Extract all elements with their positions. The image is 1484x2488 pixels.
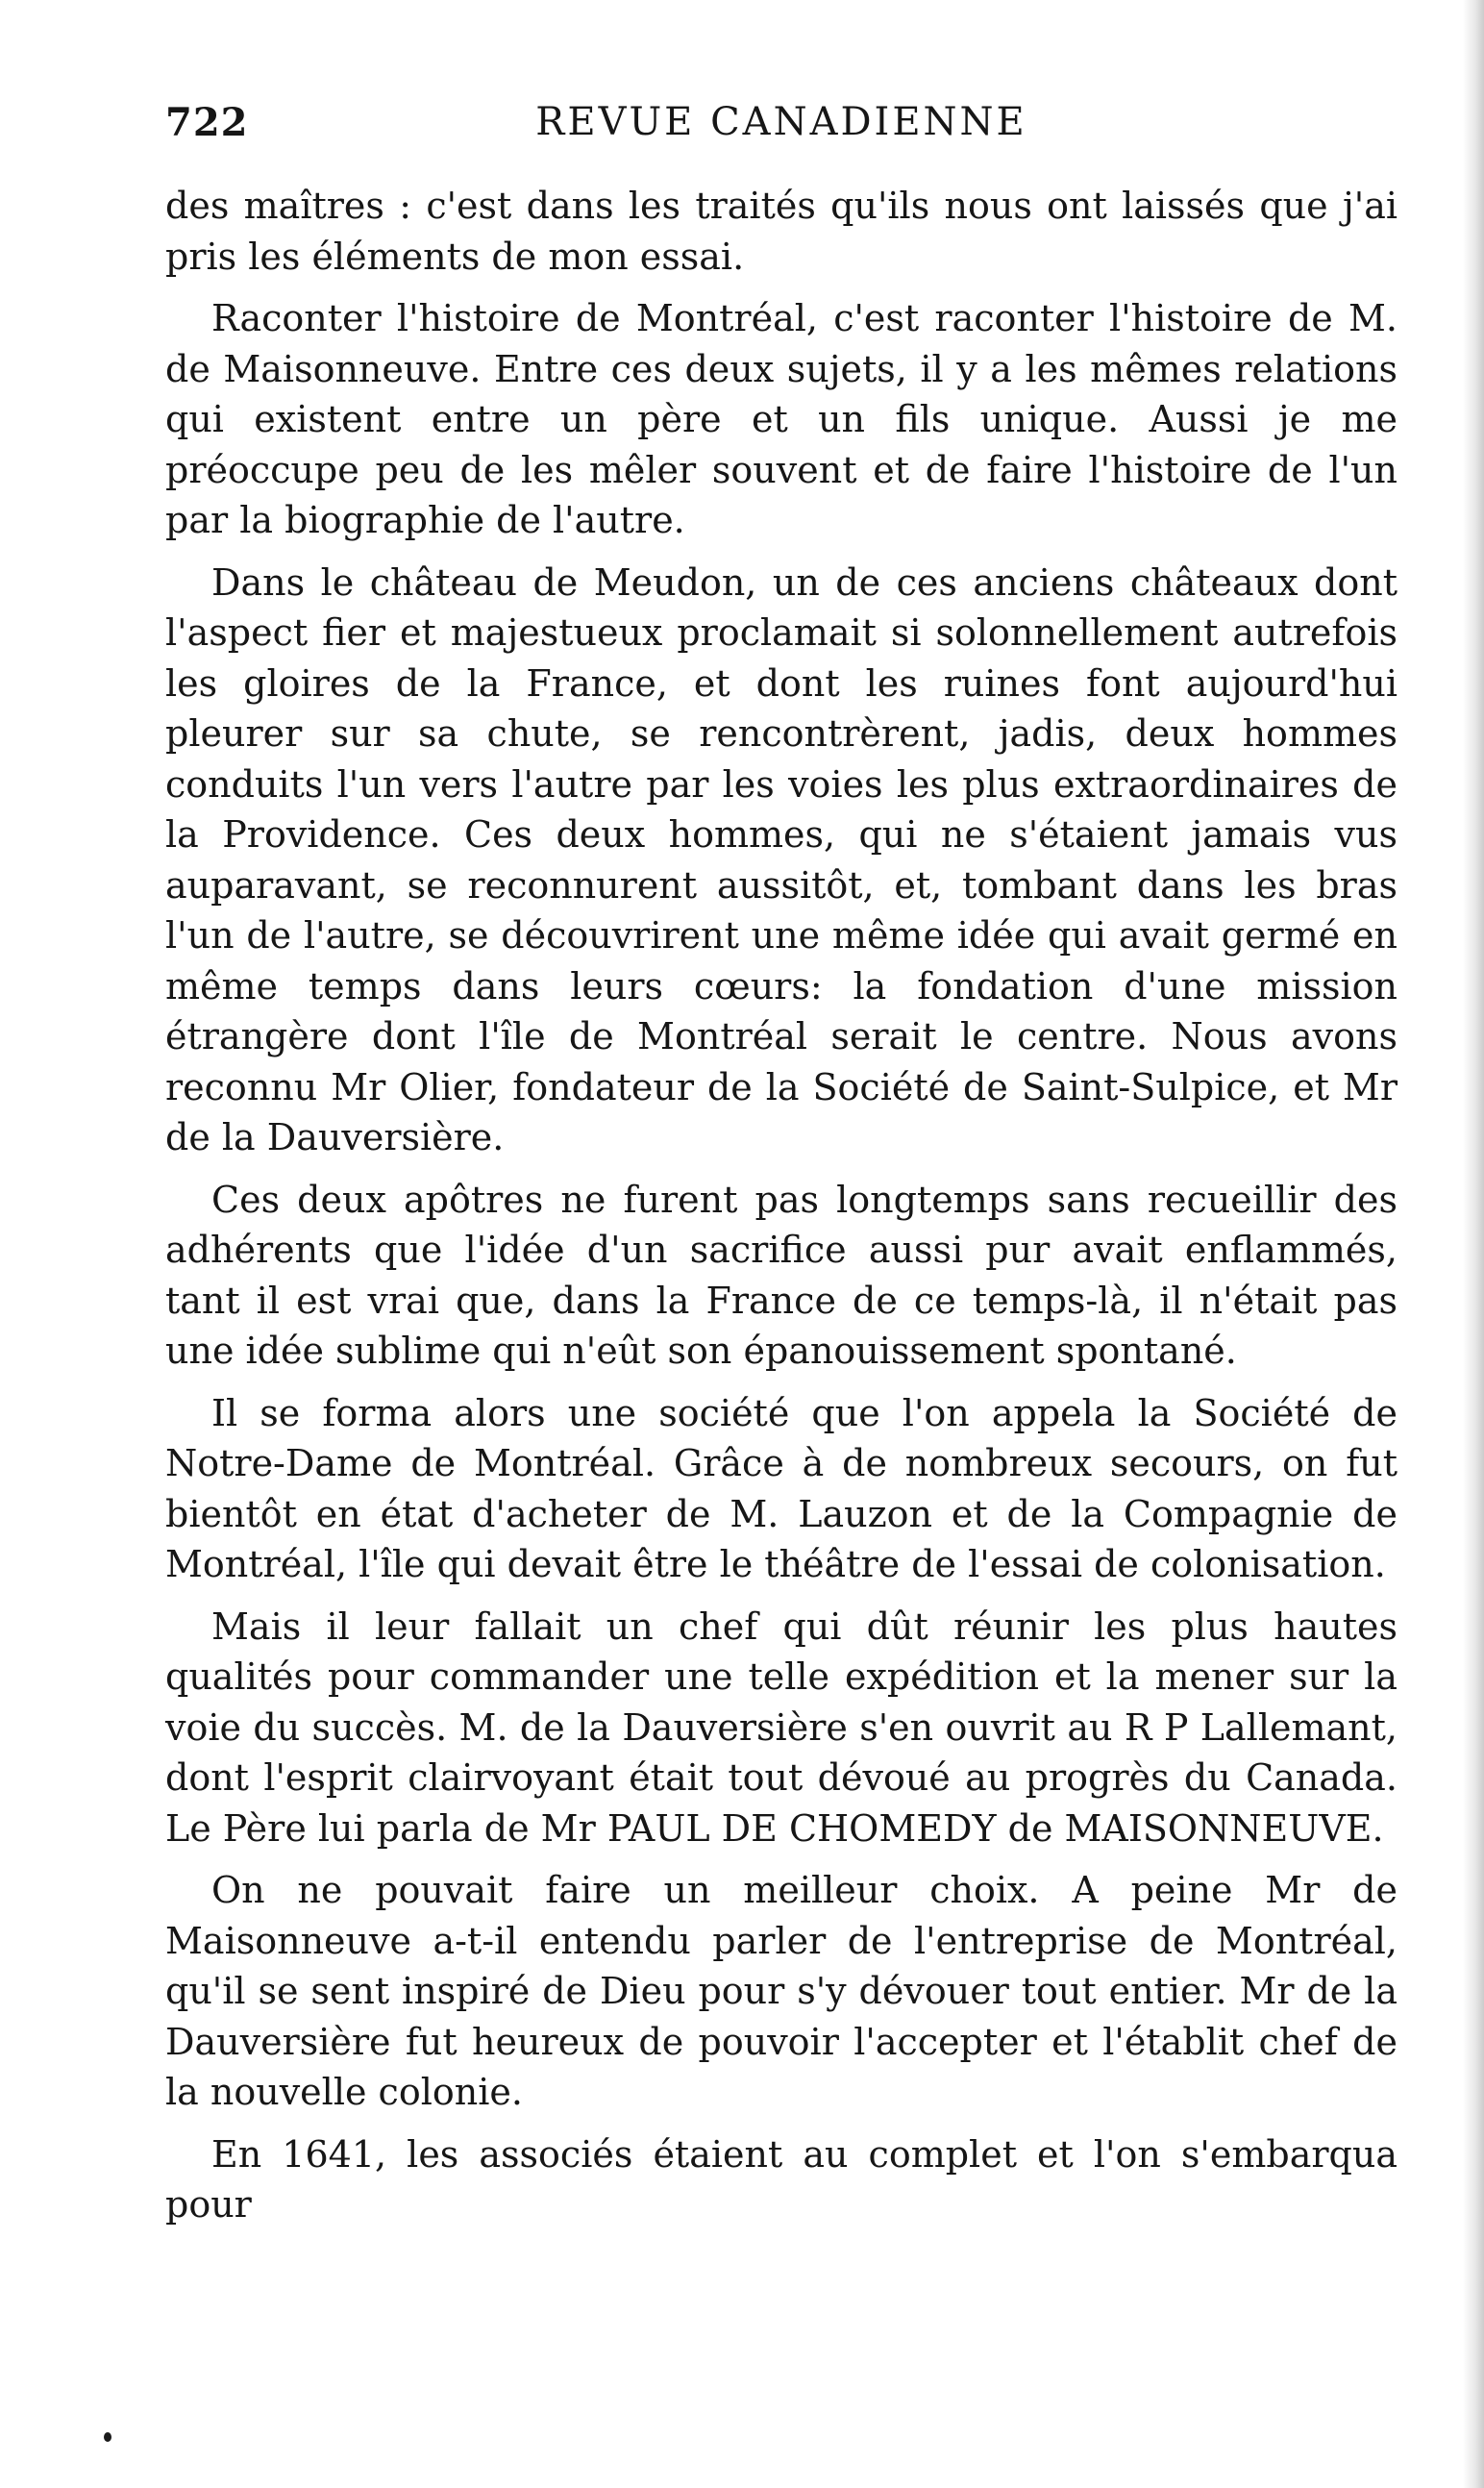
paragraph: des maîtres : c'est dans les traités qu'ils nous ont laissés que j'ai pris les éléments de mon essai. [165,185,1397,278]
paragraph: Dans le château de Meudon, un de ces anciens châteaux dont l'aspect fier et majestueux proclamait si solonnellement autrefois les gloires de la France, et dont les ruines font aujourd'hui pleurer sur sa chute, se rencontrèrent, jadis, deux hommes conduits l'un vers l'autre par les voies les plus extraordinaires de la Providence. Ces deux hommes, qui ne s'étaient jamais vus auparavant, se reconnurent aussitôt, et, tombant dans les bras l'un de l'autre, se découvrirent une même idée qui avait germé en même temps dans leurs cœurs: la fondation d'une mission étrangère dont l'île de Montréal serait le centre. Nous avons reconnu Mr Olier, fondateur de la Société de Saint-Sulpice, et Mr de la Dauversière. [165,560,1397,1158]
paragraph: Ces deux apôtres ne furent pas longtemps sans recueillir des adhérents que l'idée d'un sacrifice aussi pur avait enflammés, tant il est vrai que, dans la France de ce temps-là, il n'était pas une idée sublime qui n'eût son épanouissement spontané. [165,1178,1397,1372]
paragraph: On ne pouvait faire un meilleur choix. A peine Mr de Maisonneuve a-t-il entendu parler de l'entreprise de Montréal, qu'il se sent inspiré de Dieu pour s'y dévouer tout entier. Mr de la Dauversière fut heureux de pouvoir l'accepter et l'établit chef de la nouvelle colonie. [165,1869,1397,2113]
paragraph: Mais il leur fallait un chef qui dût réunir les plus hautes qualités pour commander une telle expédition et la mener sur la voie du succès. M. de la Dauversière s'en ouvrit au R P Lallemant, dont l'esprit clairvoyant était tout dévoué au progrès du Canada. Le Père lui parla de Mr PAUL DE CHOMEDY de MAISONNEUVE. [165,1605,1397,1850]
ink-speck [104,2432,111,2442]
paragraph: Raconter l'histoire de Montréal, c'est raconter l'histoire de M. de Maisonneuve. Entre ces deux sujets, il y a les mêmes relations qui existent entre un père et un fils unique. Aussi je me préoccupe peu de les mêler souvent et de faire l'histoire de l'un par la biographie de l'autre. [165,297,1397,541]
body-text [165,181,1397,2230]
page-edge-shadow [1463,0,1484,2488]
paragraph: Il se forma alors une société que l'on appela la Société de Notre-Dame de Montréal. Grâce à de nombreux secours, on fut bientôt en état d'acheter de M. Lauzon et de la Compagnie de Montréal, l'île qui devait être le théâtre de l'essai de colonisation. [165,1391,1397,1585]
running-header [165,100,1397,158]
running-title: REVUE CANADIENNE [535,100,1027,144]
paragraph: En 1641, les associés étaient au complet et l'on s'embarqua pour [165,2132,1397,2226]
page-number: 722 [165,100,249,145]
